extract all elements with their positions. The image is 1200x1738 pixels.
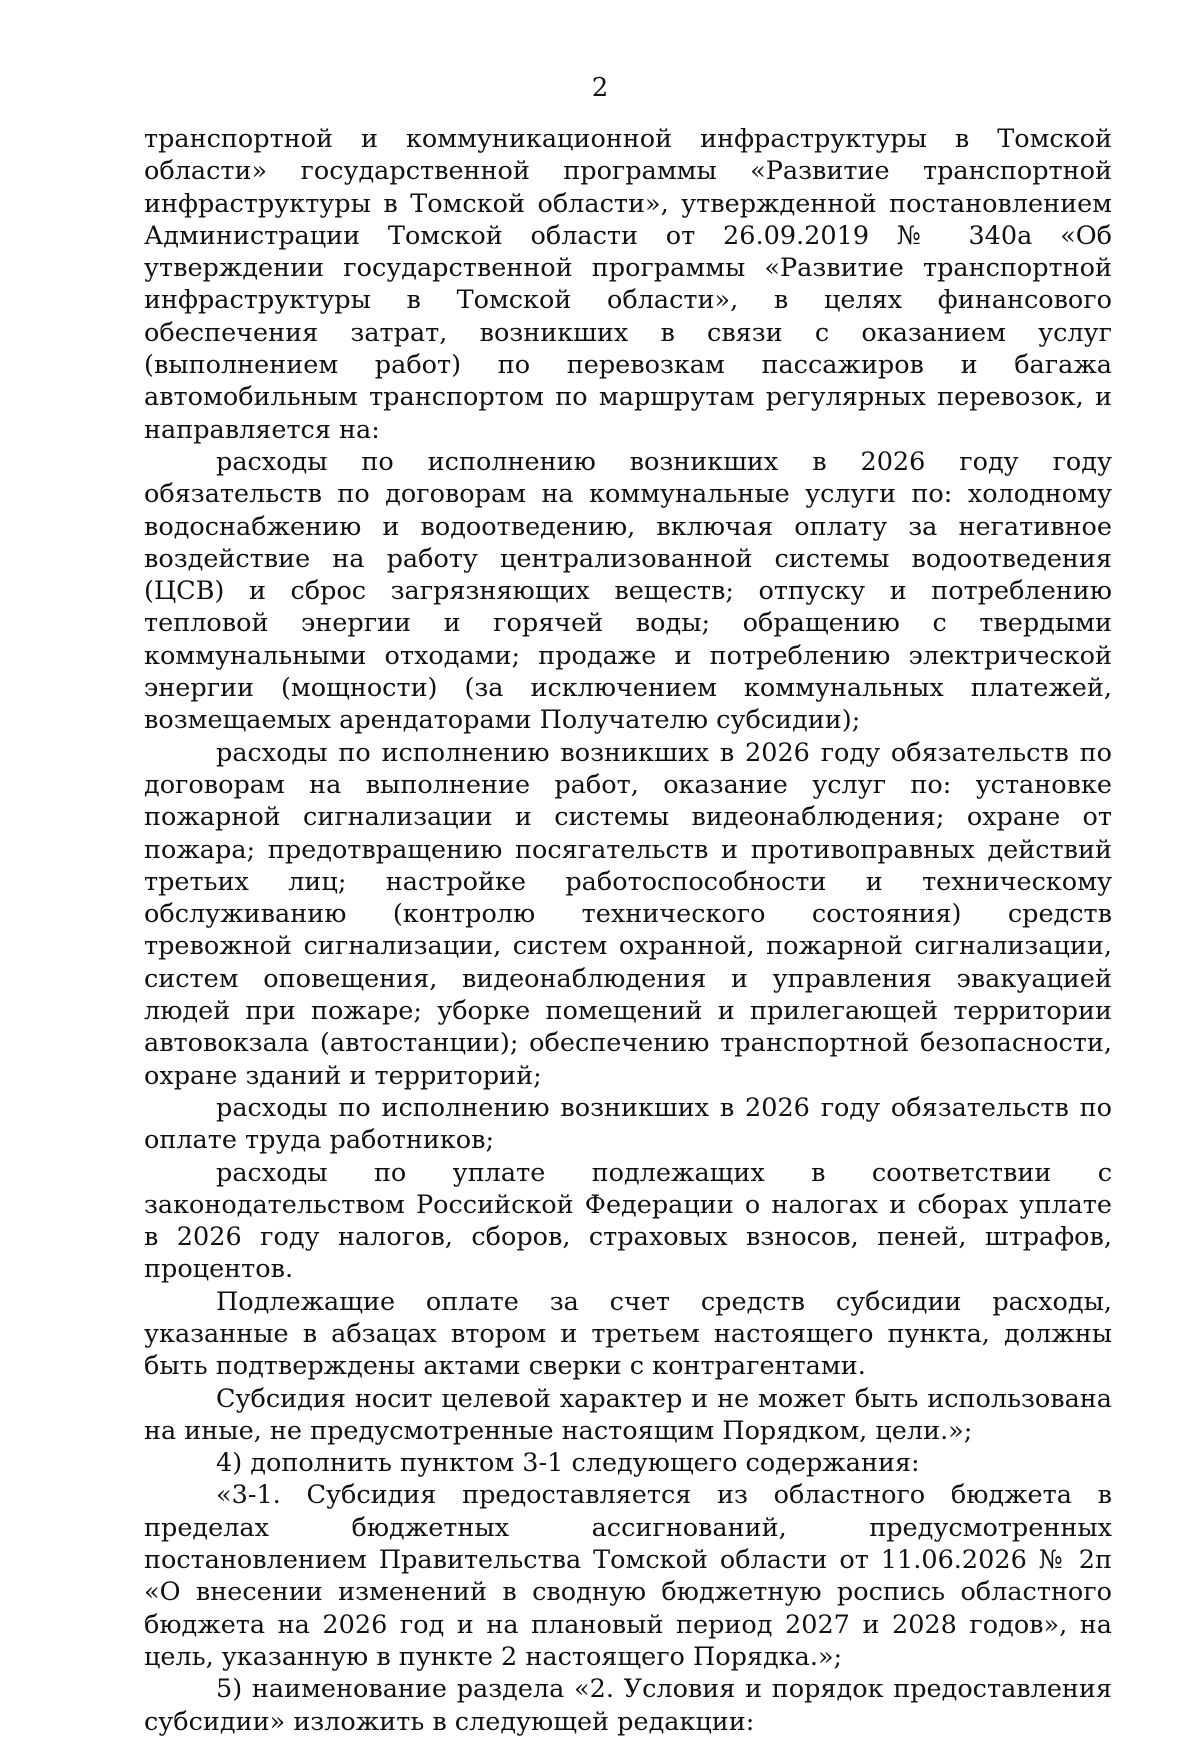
page-number: 2 [591, 73, 609, 103]
paragraph: расходы по уплате подлежащих в соответствии с законодательством Российской Федерации о налогах и сборах уплате в 2026 году налогов, сборов, страховых взносов, пеней, штрафов, процентов. [144, 1157, 1112, 1285]
paragraph: расходы по исполнению возникших в 2026 году обязательств по оплате труда работников; [144, 1092, 1112, 1156]
paragraph: Субсидия носит целевой характер и не может быть использована на иные, не предусмотренные настоящим Порядком, цели.»; [144, 1383, 1112, 1446]
paragraph: Подлежащие оплате за счет средств субсидии расходы, указанные в абзацах втором и третьем настоящего пункта, должны быть подтверждены актами сверки с контрагентами. [144, 1286, 1112, 1382]
paragraph: 5) наименование раздела «2. Условия и порядок предоставления субсидии» изложить в следующей редакции: [144, 1674, 1112, 1737]
document-body [144, 123, 1112, 1738]
paragraph: транспортной и коммуникационной инфраструктуры в Томской области» государственной программы «Развитие транспортной инфраструктуры в Томской области», утвержденной постановлением Администрации Томской области от 26.09.2019 № 340а «Об утверждении государственной программы «Развитие транспортной инфраструктуры в Томской области», в целях финансового обеспечения затрат, возникших в связи с оказанием услуг (выполнением работ) по перевозкам пассажиров и багажа автомобильным транспортом по маршрутам регулярных перевозок, и направляется на: [144, 124, 1112, 445]
paragraph: расходы по исполнению возникших в 2026 году обязательств по договорам на выполнение работ, оказание услуг по: установке пожарной сигнализации и системы видеонаблюдения; охране от пожара; предотвращению посягательств и противоправных действий третьих лиц; настройке работоспособности и техническому обслуживанию (контролю технического состояния) средств тревожной сигнализации, систем охранной, пожарной сигнализации, систем оповещения, видеонаблюдения и управления эвакуацией людей при пожаре; уборке помещений и прилегающей территории автовокзала (автостанции); обеспечению транспортной безопасности, охране зданий и территорий; [144, 737, 1112, 1091]
paragraph: 4) дополнить пунктом 3-1 следующего содержания: [216, 1448, 920, 1479]
paragraph: «3-1. Субсидия предоставляется из областного бюджета в пределах бюджетных ассигнований, предусмотренных постановлением Правительства Томской области от 11.06.2026 № 2п «О внесении изменений в сводную бюджетную роспись областного бюджета на 2026 год и на плановый период 2027 и 2028 годов», на цель, указанную в пункте 2 настоящего Порядка.»; [144, 1480, 1112, 1672]
paragraph: расходы по исполнению возникших в 2026 году году обязательств по договорам на коммунальные услуги по: холодному водоснабжению и водоотведению, включая оплату за негативное воздействие на работу централизованной системы водоотведения (ЦСВ) и сброс загрязняющих веществ; отпуску и потреблению тепловой энергии и горячей воды; обращению с твердыми коммунальными отходами; продаже и потреблению электрической энергии (мощности) (за исключением коммунальных платежей, возмещаемых арендаторами Получателю субсидии); [144, 446, 1112, 736]
